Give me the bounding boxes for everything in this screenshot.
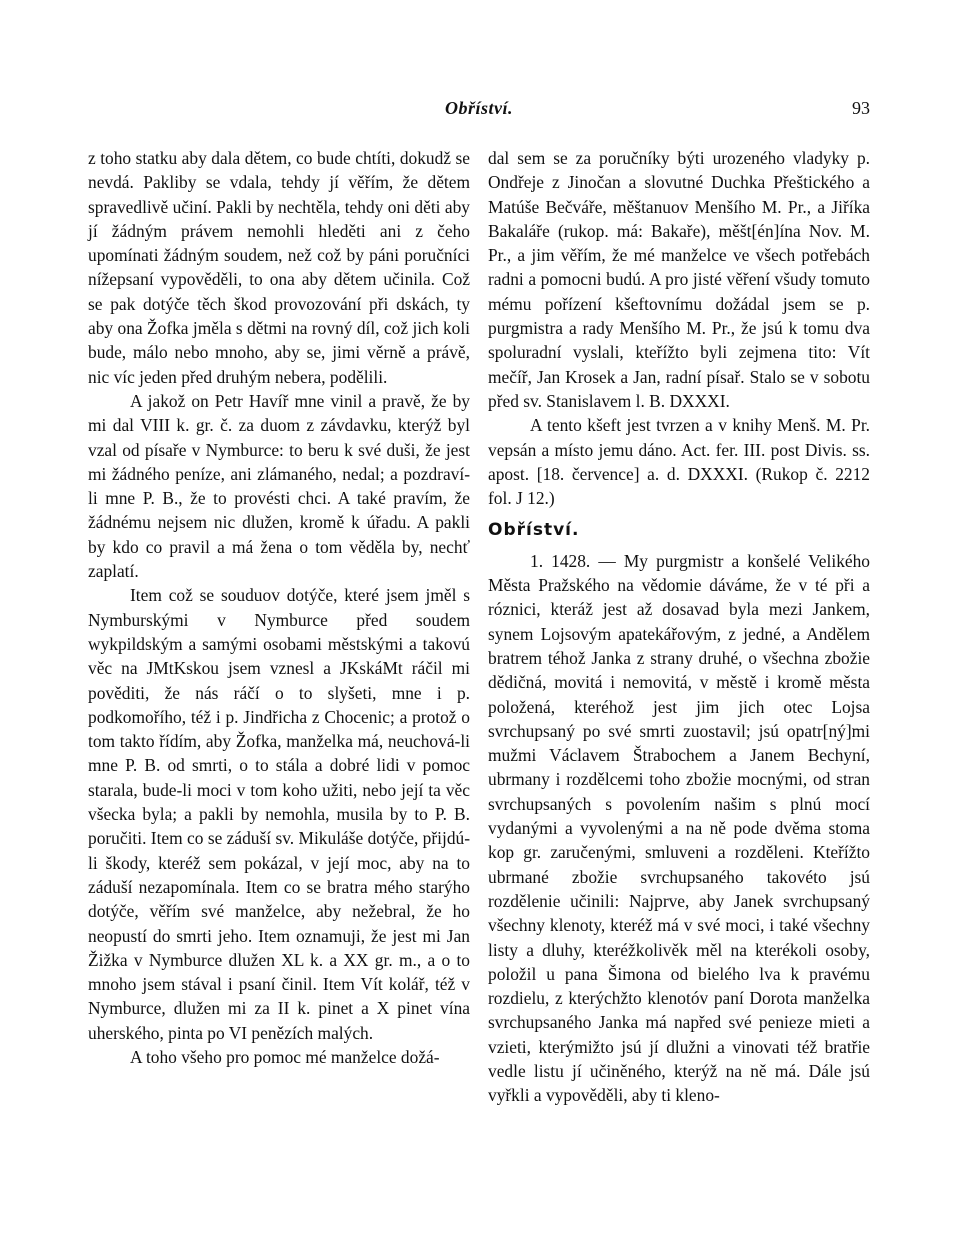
paragraph: 1. 1428. — My purgmistr a konšelé Velikého Města Pražského na vědomie dáváme, že v té při a róznici, kteráž jest až dosavad byla mezi Jankem, synem Lojsovým apatekářovým, z jedné, a Andělem bratrem téhož Janka z strany druhé, o všechna zbožie dědičná, movitá i nemovitá, v městě i kromě města položená, kteréhož jest jim jich otec Lojsa svrchupsaný po své smrti zuostavil; jsú opatr[ný]mi mužmi Václavem Štrabochem a Janem Bechyní, ubrmany i rozdělcemi toho zbožie mocnými, od stran svrchupsaných s povolením našim s plnú mocí vydanými a vyvolenými a na ně pode dvěma stoma kop gr. zaručenými, smluveni a rozděleni. Kteřížto ubrmané zbožie svrchupsaného takovéto jsú rozdělenie učinili: Najprve, aby Janek svrchupsaný všechny klenoty, kteréž má v své moci, i také všechny listy a dluhy, kteréžkolivěk měl na kterékoli osoby, položil u pana Šimona od bielého lva k pravému rozdielu, z kterýchžto klenotóv paní Dorota manželka svrchupsaného Janka má napřed své penieze mieti a vzieti, kterýmižto jsú jí dlužni a vinovati též bratřie vedle listu jí učiněného, kterýž na ně má. Dále jsú vyřkli a vypověděli, aby ti kleno- xyxy=(488,550,870,1106)
running-title: Obříství. xyxy=(444,98,513,118)
paragraph: dal sem se za poručníky býti urozeného vladyky p. Ondřeje z Jinočan a slovutné Duchka Přeštického a Matúše Bečváře, měštanuov Menšího M. Pr., a Jiříka Bakaláře (rukop. má: Bakaře), měšt[én]ína Nov. M. Pr., a jim věřím, že mé manželce ve všech potřebách radni a pomocni budú. A pro jisté věření všudy tomuto mému pořízení kšeftovnímu dožádal jsem se p. purgmistra a rady Menšího M. Pr., že jsú k tomu dva spoluradní vyslali, kteřížto byli zejmena tito: Vít mečíř, Jan Krosek a Jan, radní písař. Stalo se v sobotu před sv. Stanislavem l. B. DXXXI. xyxy=(488,148,870,411)
paragraph: A tento kšeft jest tvrzen a v knihy Menš. M. Pr. vepsán a místo jemu dáno. Act. fer. III. post Divis. ss. apost. [18. července] a. d. DXXXI. (Rukop č. 2212 fol. J 12.) xyxy=(488,415,870,509)
right-column xyxy=(488,146,870,1108)
paragraph: Item což se souduov dotýče, které jsem jměl s Nymburskými v Nymburce před soudem wykpildským a samými osobami městskými a takovú věc na JMtKskou jsem vznesl a JKskáMt ráčil mi pověditi, že nás ráčí o to slyšeti, mne i p. podkomořího, též i p. Jindřicha z Chocenic; a protož o tom takto řídím, aby Žofka, manželka má, neuchová-li mne P. B. od smrti, o to stála a dobré lidi v pomoc starala, bude-li moci v tom koho užiti, nebo její ta věc všecka byla; a pakli by nemohla, musila by to P. B. poručiti. Item co se záduší sv. Mikuláše dotýče, přijdú-li škody, kteréž sem pokázal, v její moc, aby na to záduší nezapomínala. Item co se bratra mého starýho dotýče, věřím své manželce, aby nežebral, že ho neopustí do smrti jeho. Item oznamuji, že jest mi Jan Žižka v Nymburce dlužen XL k. a XX gr. m., a o to mnoho jsem stával i psaní činil. Item Vít kolář, též v Nymburce, dlužen mi za II k. pinet a X pinet vína uherského, pinta po VI penězích malých. xyxy=(88,585,470,1043)
section-heading: Obříství. xyxy=(488,520,580,541)
page-header xyxy=(88,98,870,126)
paragraph: A jakož on Petr Havíř mne vinil a pravě, že by mi dal VIII k. gr. č. za duom z závdavku, kterýž byl vzal od písaře v Nymburce: to beru k své duši, že jest mi žádného peníze, ani zlámaného, nedal; a pozdraví-li mne P. B., že to provésti chci. A také pravím, že žádnému nejsem nic dlužen, kromě k úřadu. A pakli by kdo co pravil a má žena o tom věděla by, nechť zaplatí. xyxy=(88,390,470,582)
left-column xyxy=(88,146,470,1069)
page-number: 93 xyxy=(852,98,870,118)
paragraph: A toho všeho pro pomoc mé manželce dožá- xyxy=(130,1046,440,1067)
column-divider xyxy=(478,150,479,1155)
paragraph: z toho statku aby dala dětem, co bude chtíti, dokudž se nevdá. Pakliby se vdala, tehdy jí věřím, že dětem spravedlivě učiní. Pakli by nechtěla, tehdy oni děti aby jí žádným právem nemohli hleděti ani z čeho upomínati žádným soudem, než což by páni poručníci nížepsaní vypověděli, to ona aby dětem učinila. Což se pak dotýče těch škod provozování při dskách, ty aby ona Žofka jměla s dětmi na rovný díl, což jich koli bude, málo nebo mnoho, aby se, jimi věrně a právě, nic víc jeden před druhým nebera, podělili. xyxy=(88,148,470,387)
